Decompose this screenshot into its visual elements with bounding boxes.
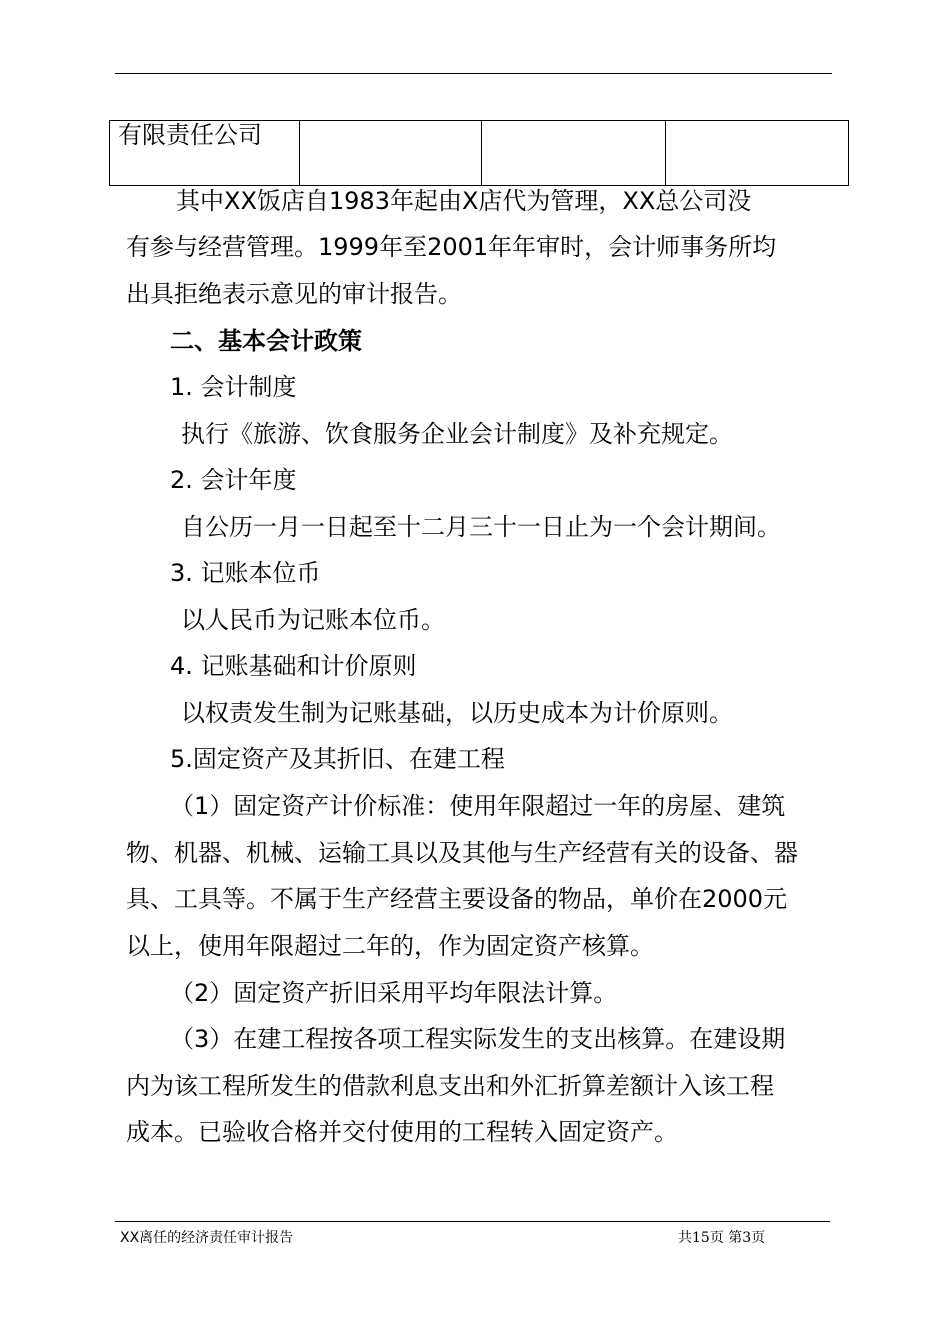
table-cell-company-type: 有限责任公司 <box>110 121 300 186</box>
item-title: 3. 记账本位币 <box>170 559 321 587</box>
table-cell <box>482 121 666 186</box>
item-title: 2. 会计年度 <box>170 466 297 494</box>
item-title: 4. 记账基础和计价原则 <box>170 652 417 680</box>
table-row <box>110 121 849 186</box>
footer-rule <box>115 1221 830 1222</box>
table-cell <box>666 121 849 186</box>
header-rule <box>115 73 832 74</box>
paragraph-line: 成本。已验收合格并交付使用的工程转入固定资产。 <box>126 1118 678 1146</box>
company-table <box>109 120 849 186</box>
page-number: 共15页 第3页 <box>678 1230 766 1246</box>
table-cell <box>300 121 482 186</box>
paragraph-line: 以上，使用年限超过二年的，作为固定资产核算。 <box>126 932 654 960</box>
paragraph-line: 出具拒绝表示意见的审计报告。 <box>126 280 462 308</box>
item-text: 以人民币为记账本位币。 <box>181 606 445 634</box>
paragraph-line: 具、工具等。不属于生产经营主要设备的物品，单价在2000元 <box>126 885 788 913</box>
paragraph-line: 物、机器、机械、运输工具以及其他与生产经营有关的设备、器 <box>126 839 798 867</box>
paragraph-line: （1）固定资产计价标准：使用年限超过一年的房屋、建筑 <box>170 792 786 820</box>
paragraph-line: （2）固定资产折旧采用平均年限法计算。 <box>170 979 618 1007</box>
item-title: 1. 会计制度 <box>170 373 297 401</box>
item-title: 5.固定资产及其折旧、在建工程 <box>170 745 505 773</box>
paragraph-line: 内为该工程所发生的借款利息支出和外汇折算差额计入该工程 <box>126 1072 774 1100</box>
paragraph-line: （3）在建工程按各项工程实际发生的支出核算。在建设期 <box>170 1025 786 1053</box>
item-text: 执行《旅游、饮食服务企业会计制度》及补充规定。 <box>181 420 733 448</box>
footer-title: XX离任的经济责任审计报告 <box>120 1230 294 1246</box>
item-text: 以权责发生制为记账基础，以历史成本为计价原则。 <box>181 699 733 727</box>
item-text: 自公历一月一日起至十二月三十一日止为一个会计期间。 <box>181 513 781 541</box>
paragraph-line: 其中XX饭店自1983年起由X店代为管理，XX总公司没 <box>176 187 752 215</box>
section-title: 二、基本会计政策 <box>170 327 362 355</box>
paragraph-line: 有参与经营管理。1999年至2001年年审时，会计师事务所均 <box>126 233 777 261</box>
